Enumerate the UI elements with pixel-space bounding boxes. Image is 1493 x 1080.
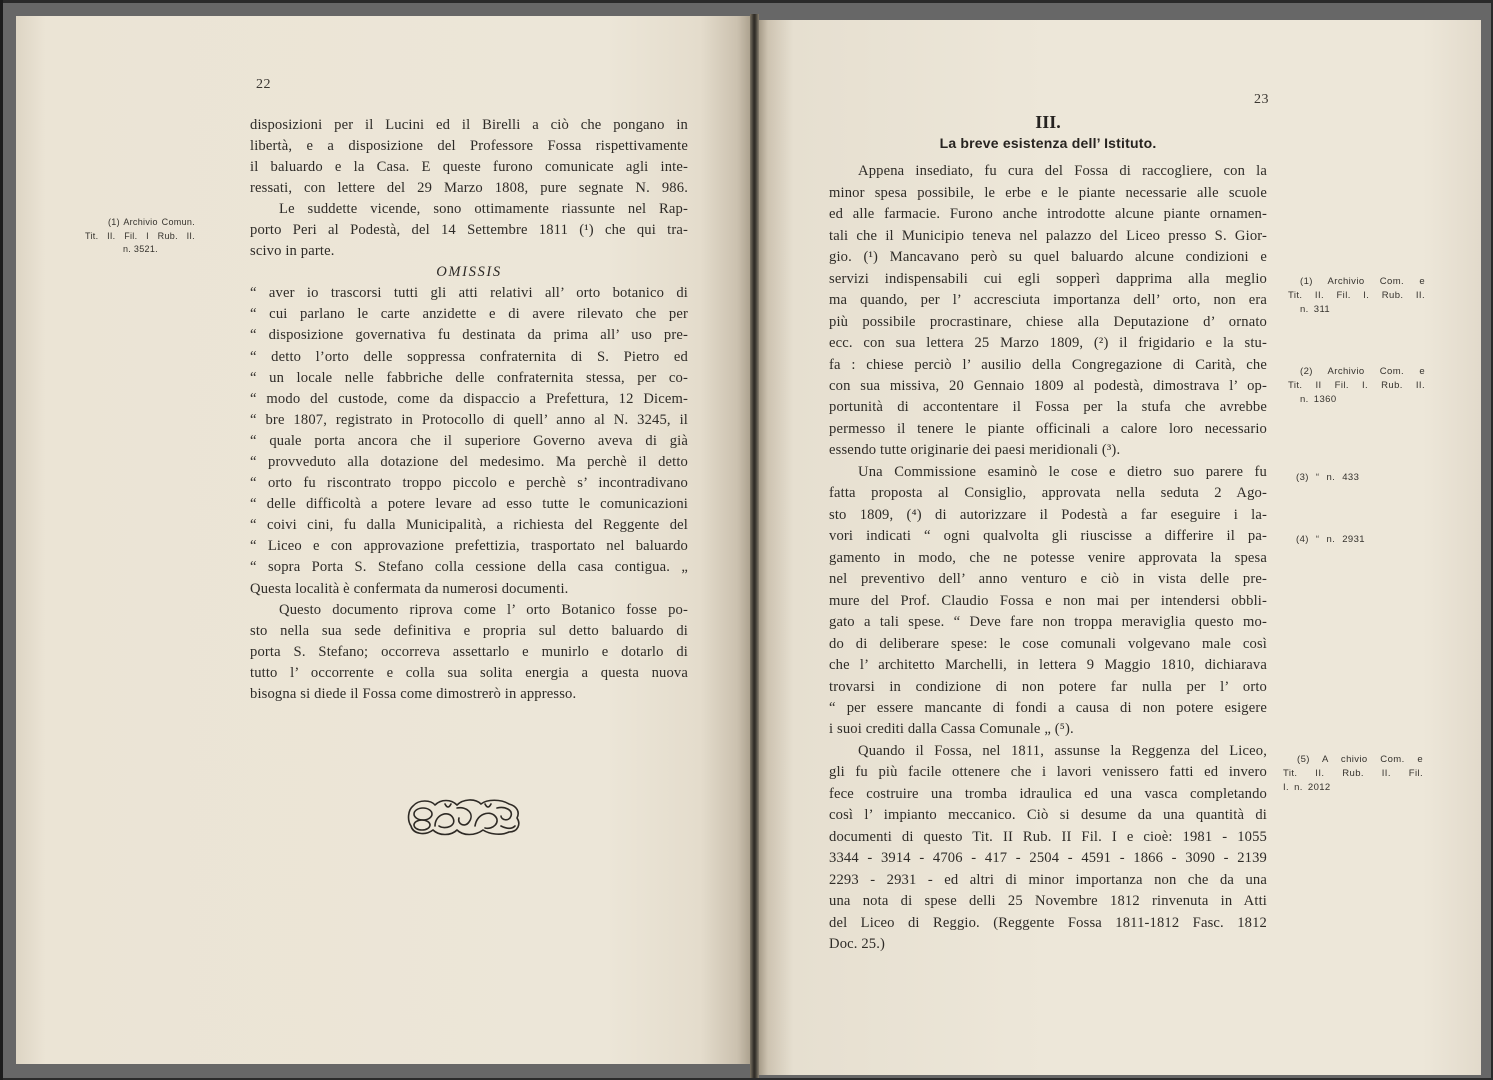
text-line: 2293 - 2931 - ed altri di minor importanza non che da una [829, 871, 1267, 888]
page-number: 23 [1254, 92, 1269, 107]
chapter-title: La breve esistenza dell’ Istituto. [939, 135, 1157, 151]
margin-note-line: Tit. II Fil. I. Rub. II. [1288, 380, 1425, 391]
text-line: Appena insediato, fu cura del Fossa di raccogliere, con la [858, 163, 1267, 180]
text-line: disposizioni per il Lucini ed il Birelli a ciò che pongano in [250, 116, 688, 133]
margin-note-line: n. 1360 [1300, 394, 1337, 405]
text-line: “ aver io trascorsi tutti gli atti relativi all’ orto botanico di [250, 285, 688, 302]
margin-note [1288, 275, 1425, 317]
text-line: che l’ architetto Marchelli, in lettera 9 Maggio 1810, dichiarava [829, 657, 1267, 674]
page-number: 22 [256, 77, 271, 92]
quotation-paragraph [250, 283, 688, 599]
margin-note [1288, 365, 1425, 407]
margin-note-line: (1) Archivio Comun. [108, 217, 195, 227]
margin-note-line: n. 3521. [123, 244, 158, 254]
text-line: Doc. 25.) [829, 936, 886, 953]
text-line: così l’ impianto meccanico. Ciò si desume da una quantità di [829, 807, 1267, 824]
text-line: i suoi crediti dalla Cassa Comunale „ (⁵). [829, 721, 1074, 738]
omissis-heading: OMISSIS [436, 264, 502, 281]
paragraph [829, 462, 1267, 741]
ornament-scroll [457, 808, 471, 825]
text-line: “ un locale nelle fabbriche delle confraternita stessa, per co- [250, 369, 688, 386]
text-line: ecc. con sua lettera 25 Marzo 1809, (²) il frigidario e la stu- [829, 335, 1267, 352]
right-page [757, 20, 1481, 1075]
margin-note-line: (3) “ n. 433 [1296, 472, 1360, 483]
paragraph [829, 741, 1267, 956]
margin-note-line: Tit. II. Rub. II. Fil. [1283, 768, 1423, 779]
text-line: gamento in modo, che ne potesse venire approvata la spesa [829, 549, 1267, 566]
paragraph [250, 600, 688, 705]
left-page [16, 16, 752, 1064]
ornament-scroll [497, 807, 511, 819]
book-spine [750, 14, 759, 1078]
paragraph [250, 115, 688, 199]
text-line: nel preventivo dell’ anno venturo e ciò in vista delle pre- [829, 571, 1267, 588]
text-line: permesso il tenere le piante officinali a calore loro necessario [829, 420, 1267, 437]
text-line: “ bre 1807, registrato in Protocollo di quell’ anno al N. 3245, il [250, 411, 688, 428]
text-line: più possibile procrastinare, chiese alla Deputazione d’ ornato [829, 313, 1267, 330]
text-line: “ detto l’orto delle soppressa confraternita di S. Pietro ed [250, 348, 688, 365]
text-line: “ coivi cini, fu dalla Municipalità, a richiesta del Reggente del [250, 517, 688, 534]
text-line: libertà, e a disposizione del Professore Fossa rispettivamente [250, 137, 688, 154]
text-line: porta S. Stefano; occorreva assettarlo e munirlo e dotarlo di [250, 643, 688, 660]
text-line: Una Commissione esaminò le cose e dietro suo parere fu [858, 463, 1267, 480]
text-line: trovarsi in condizione di non potere far nulla per l’ orto [829, 678, 1267, 695]
text-line: bisogna si diede il Fossa come dimostrerò in appresso. [250, 686, 577, 703]
text-line: “ provveduto alla dotazione del medesimo. Ma perchè il detto [250, 454, 688, 470]
ornament-scroll [475, 813, 497, 828]
text-line: fa : chiese perciò l’ ausilio della Congregazione di Carità, che [829, 356, 1267, 373]
text-line: “ orto fu riscontrato troppo piccolo e perchè s’ incontradivano [250, 475, 688, 492]
text-line: ressati, con lettere del 29 Marzo 1808, pure segnate N. 986. [250, 179, 688, 196]
text-line: portunità di accontentare il Fossa per la stufa che avrebbe [829, 399, 1267, 416]
text-line: ma quando, per l’ accresciuta importanza dell’ orto, non era [829, 292, 1267, 309]
ornament-curl [445, 804, 451, 807]
ornament-scroll [435, 814, 454, 828]
text-line: ed alle farmacie. Furono anche introdotte alcune piante ornamen- [829, 206, 1267, 223]
text-line: Questo documento riprova come l’ orto Botanico fosse po- [279, 601, 688, 618]
ornament-vignette [405, 796, 523, 838]
text-line: do di deliberare spese: le cose comunali volgevano male così [829, 635, 1267, 652]
text-line: gli fu più facile ottenere che i lavori venissero fatti ed invero [829, 764, 1267, 781]
text-line: documenti di questo Tit. II Rub. II Fil. I e cioè: 1981 - 1055 [829, 828, 1267, 845]
text-line: sto 1809, (⁴) di autorizzare il Podestà a far eseguire i la- [829, 506, 1267, 523]
margin-note-line: (2) Archivio Com. e [1300, 366, 1425, 377]
paragraph [250, 199, 688, 262]
text-line: essendo tutte originarie dei paesi meridionali (³). [829, 442, 1121, 459]
text-line: vori indicati “ ogni qualvolta gli riuscisse a differire il pa- [829, 528, 1267, 545]
text-line: il baluardo e la Casa. E queste furono comunicate agli inte- [250, 158, 688, 175]
section-heading [250, 262, 688, 283]
margin-note-line: (5) A chivio Com. e [1297, 754, 1423, 765]
margin-note [1283, 753, 1423, 795]
text-line: tutto l’ occorrente e colla sua solita energia a questa nuova [250, 664, 688, 681]
text-line: minor spesa possibile, le erbe e le piante necessarie alle scuole [829, 184, 1267, 201]
text-line: sto nella sua sede definitiva e propria sul detto baluardo di [250, 622, 688, 639]
text-line: “ Liceo e con approvazione prefettizia, trasportato nel baluardo [250, 538, 688, 555]
text-line: scivo in parte. [250, 243, 335, 260]
text-line: gio. (¹) Mancavano però su quel baluardo alcune condizioni e [829, 249, 1267, 266]
margin-note [85, 216, 195, 257]
text-line: del Liceo di Reggio. (Reggente Fossa 1811-1812 Fasc. 1812 [829, 914, 1267, 931]
ornament-curl [485, 804, 491, 807]
text-line: porto Peri al Podestà, del 14 Settembre 1811 (¹) che qui tra- [250, 221, 688, 238]
margin-note-line: Tit. II. Fil. I. Rub. II. [1288, 290, 1425, 301]
margin-note-line: (1) Archivio Com. e [1300, 276, 1425, 287]
margin-note-line: n. 311 [1300, 304, 1331, 315]
text-line: tali che il Municipio teneva nel palazzo del Liceo presso S. Gior- [829, 227, 1267, 244]
text-line: “ cui parlano le carte anzidette e di avere rilevato che per [250, 306, 688, 323]
text-line: fece costruire una tromba idraulica ed una vasca completando [829, 785, 1267, 802]
text-column [250, 115, 688, 706]
text-line: 3344 - 3914 - 4706 - 417 - 2504 - 4591 - 1866 - 3090 - 2139 [829, 850, 1267, 867]
margin-note [1296, 533, 1396, 547]
ornament-curl [501, 826, 515, 828]
chapter-number: III. [1035, 112, 1061, 132]
text-line: “ modo del custode, come da dispaccio a Prefettura, 12 Dicem- [250, 390, 688, 407]
text-line: gato a tali spese. “ Deve fare non troppa meraviglia questo mo- [829, 614, 1267, 631]
ornament-graphic [405, 796, 523, 838]
margin-note [1296, 471, 1396, 485]
margin-note-line: (4) “ n. 2931 [1296, 534, 1365, 545]
text-line: Questa località è confermata da numerosi documenti. [250, 580, 569, 597]
text-line: fatta proposta al Consiglio, approvata nella seduta 2 Ago- [829, 485, 1267, 502]
margin-note-line: Tit. II. Fil. I Rub. II. [85, 230, 195, 241]
text-line: Le suddette vicende, sono ottimamente riassunte nel Rap- [279, 200, 688, 217]
text-line: “ sopra Porta S. Stefano colla cessione della casa contigua. „ [250, 559, 688, 576]
text-line: “ quale porta ancora che il superiore Governo aveva di già [250, 432, 688, 449]
text-line: “ disposizione governativa fu destinata da prima all’ uso pre- [250, 327, 688, 344]
text-line: “ per essere mancante di fondi a causa di non potere esigere [829, 700, 1267, 717]
paragraph [829, 161, 1267, 462]
text-line: Quando il Fossa, nel 1811, assunse la Reggenza del Liceo, [858, 742, 1267, 759]
text-line: “ delle difficoltà a potere levare ad esso tutte le comunicazioni [250, 496, 688, 513]
margin-note-line: I. n. 2012 [1283, 782, 1331, 793]
text-line: con sua missiva, 20 Gennaio 1809 al podestà, dimostrava l’ op- [829, 377, 1267, 394]
ornament-leaf [414, 808, 432, 820]
text-line: mure del Prof. Claudio Fossa e non mai per intendersi obbli- [829, 592, 1267, 609]
text-column [829, 161, 1267, 955]
text-line: servizi indispensabili cui egli sopperì dapprima alla meglio [829, 270, 1267, 287]
ornament-leaf [414, 820, 430, 830]
text-line: una nota di spese delli 25 Novembre 1812 rinvenuta in Atti [829, 893, 1267, 910]
